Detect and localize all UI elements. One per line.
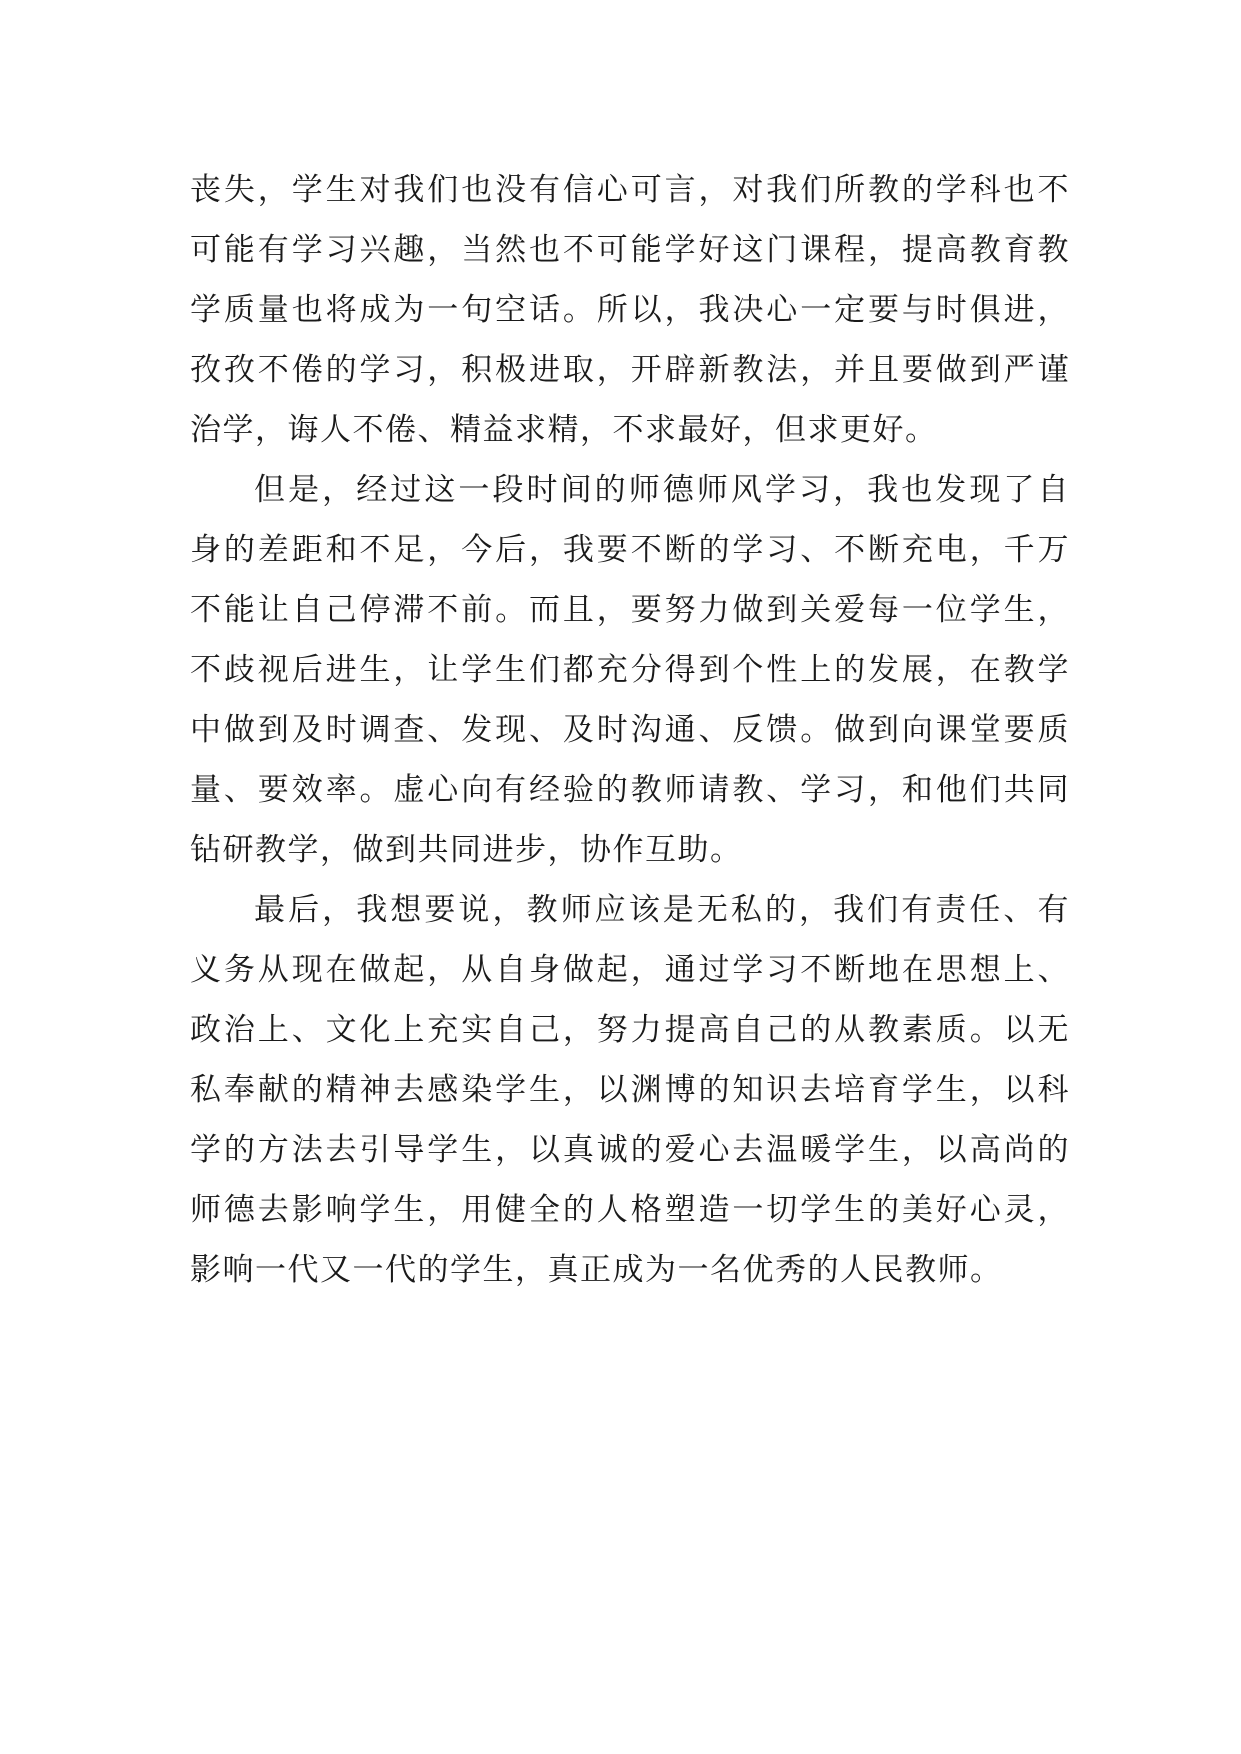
- text-line: 师德去影响学生，用健全的人格塑造一切学生的美好心灵，: [190, 1192, 1070, 1228]
- text-line: 影响一代又一代的学生，真正成为一名优秀的人民教师。: [190, 1252, 1003, 1288]
- text-line: 不歧视后进生，让学生们都充分得到个性上的发展，在教学: [190, 652, 1070, 688]
- text-line: 中做到及时调查、发现、及时沟通、反馈。做到向课堂要质: [190, 712, 1070, 748]
- text-line: 最后，我想要说，教师应该是无私的，我们有责任、有: [254, 892, 1070, 928]
- text-line: 学的方法去引导学生，以真诚的爱心去温暖学生，以高尚的: [190, 1132, 1070, 1168]
- text-line: 不能让自己停滞不前。而且，要努力做到关爱每一位学生，: [190, 592, 1070, 628]
- text-line: 私奉献的精神去感染学生，以渊博的知识去培育学生，以科: [190, 1072, 1070, 1108]
- paragraph-3: [190, 880, 1070, 1300]
- text-line: 学质量也将成为一句空话。所以，我决心一定要与时俱进，: [190, 292, 1070, 328]
- text-line: 身的差距和不足，今后，我要不断的学习、不断充电，千万: [190, 532, 1070, 568]
- text-line: 钻研教学，做到共同进步，协作互助。: [190, 832, 743, 868]
- text-line: 政治上、文化上充实自己，努力提高自己的从教素质。以无: [190, 1012, 1070, 1048]
- document-body: [190, 160, 1070, 1300]
- text-line: 但是，经过这一段时间的师德师风学习，我也发现了自: [254, 472, 1070, 508]
- text-line: 丧失，学生对我们也没有信心可言，对我们所教的学科也不: [190, 172, 1070, 208]
- text-line: 治学，诲人不倦、精益求精，不求最好，但求更好。: [190, 412, 938, 448]
- text-line: 孜孜不倦的学习，积极进取，开辟新教法，并且要做到严谨: [190, 352, 1070, 388]
- text-line: 可能有学习兴趣，当然也不可能学好这门课程，提高教育教: [190, 232, 1070, 268]
- paragraph-1: [190, 160, 1070, 460]
- text-line: 义务从现在做起，从自身做起，通过学习不断地在思想上、: [190, 952, 1070, 988]
- paragraph-2: [190, 460, 1070, 880]
- text-line: 量、要效率。虚心向有经验的教师请教、学习，和他们共同: [190, 772, 1070, 808]
